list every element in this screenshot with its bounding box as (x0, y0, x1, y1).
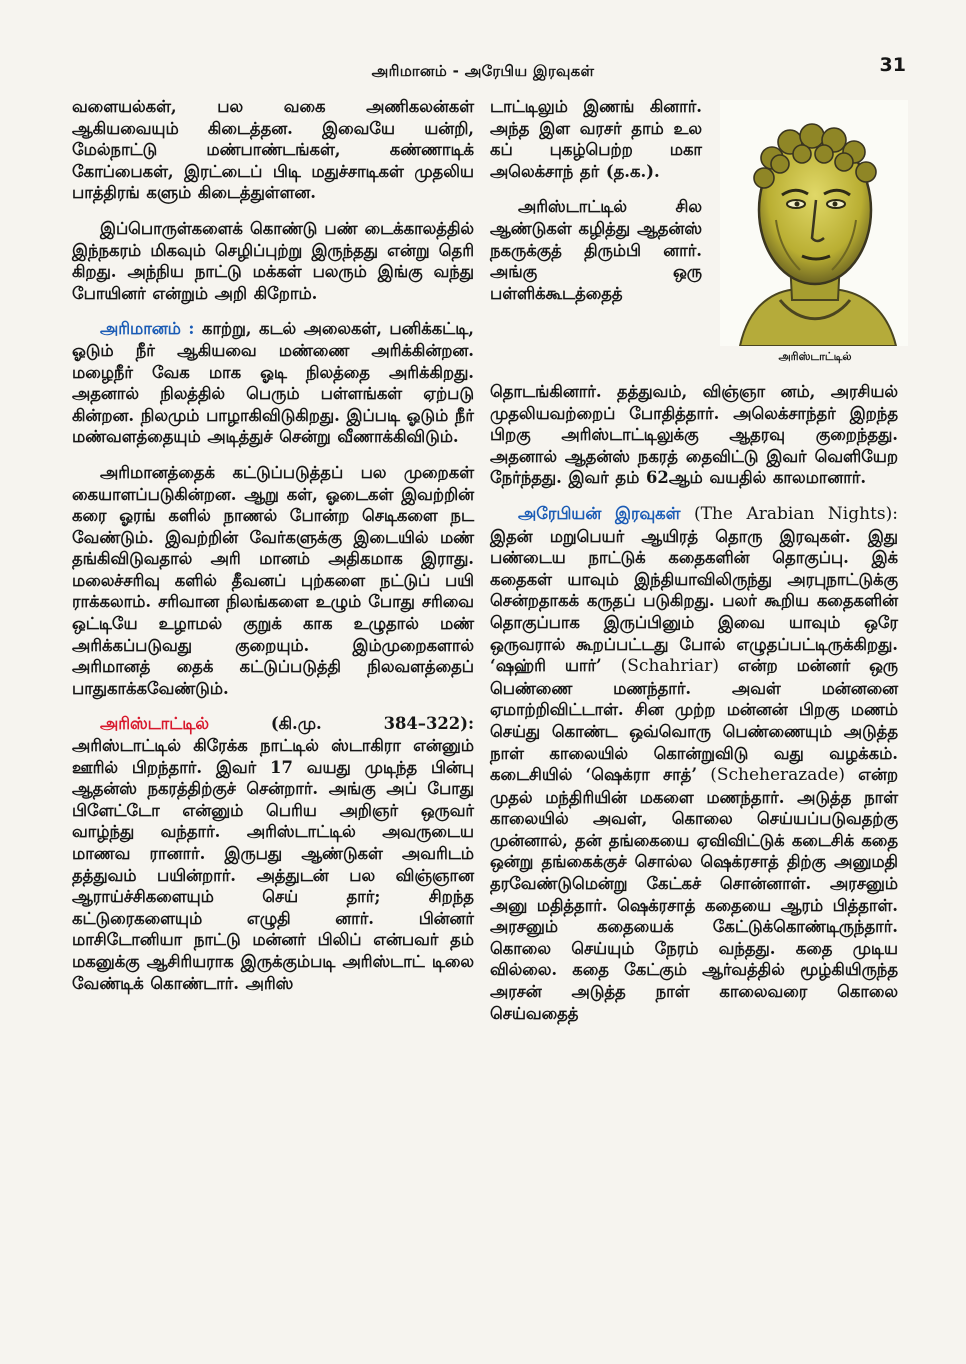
entry-arabian-nights (490, 503, 898, 1024)
paragraph: அரிமானத்தைக் கட்டுப்படுத்தப் பல முறைகள் கையாளப்படுகின்றன. ஆறு கள், ஓடைகள் இவற்றின் கரை ஓரங் களில் நாணல் போன்ற செடிகளை நட வேண்டும். இவற்றின் வேர்களுக்கு இடையில் மண் தங்கிவிடுவதால் அரி மானம் அதிகமாக இராது. மலைச்சரிவு களில் தீவனப் புற்களை நட்டுப் பயி ராக்கலாம். சரிவான நிலங்களை உழும் போது சரிவை ஒட்டியே உழாமல் குறுக் காக உழுதால் மண் அரிக்கப்படுவது குறையும். இம்முறைகளால் அரிமானத் தைக் கட்டுப்படுத்தி நிலவளத்தைப் பாதுகாக்கவேண்டும். (72, 462, 474, 698)
paragraph: வளையல்கள், பல வகை அணிகலன்கள் ஆகியவையும் கிடைத்தன. இவையே யன்றி, மேல்நாட்டு மண்பாண்டங்கள், கண்ணாடிக் கோப்பைகள், இரட்டைப் பிடி மதுச்சாடிகள் முதலிய பாத்திரங் களும் கிடைத்துள்ளன. (72, 97, 474, 203)
entry-text: காற்று, கடல் அலைகள், பனிக்கட்டி, ஓடும் நீர் ஆகியவை மண்ணை அரிக்கின்றன. மழைநீர் வேக மாக ஓடி நிலத்தை அரிக்கிறது. அதனால் நிலத்தில் பெரும் பள்ளங்கள் ஏற்படு கின்றன. நிலமும் பாழாகிவிடுகிறது. இப்படி ஓடும் நீர் மண்வளத்தையும் அடித்துச் சென்று வீணாக்கிவிடும். (72, 319, 474, 447)
english-title: (The Arabian Nights): (680, 503, 898, 524)
entry-aristotle (72, 713, 474, 994)
headword-arabian-nights: அரேபியன் இரவுகள் (518, 503, 681, 523)
running-head: அரிமானம் - அரேபிய இரவுகள் (371, 62, 595, 80)
entry-text: என்ற மன்னர் ஒரு பெண்ணை மணந்தார். அவள் மன்னனை ஏமாற்றிவிட்டாள். சின முற்ற மன்னன் பிறகு மணம் செய்து கொண்ட ஒவ்வொரு பெண்ணையும் அடுத்த நாள் காலையில் கொன்றுவிடு வது வழக்கம். கடைசியில் ‘ஷெக்ரா சாத்’ (490, 656, 898, 785)
left-column (72, 96, 474, 1008)
figure-caption: அரிஸ்டாட்டில் (778, 350, 852, 363)
page-number: 31 (879, 54, 906, 76)
headword-arimanam: அரிமானம் : (100, 319, 195, 339)
right-column (490, 381, 898, 1038)
right-column-top (490, 96, 702, 304)
english-name-schahriar: (Schahriar) (620, 656, 719, 677)
entry-arimanam (72, 318, 474, 448)
portrait-image (720, 100, 908, 346)
english-name-scheherazade: (Scheherazade) (710, 765, 845, 786)
paragraph: டாட்டிலும் இணங் கினார். அந்த இள வரசர் தாம் உல கப் புகழ்பெற்ற மகா அலெக்சாந் தர் (த.க.). (490, 97, 702, 181)
headword-aristotle: அரிஸ்டாட்டில் (100, 714, 209, 734)
entry-text: என்ற முதல் மந்திரியின் மகளை மணந்தார். அடுத்த நாள் காலையில் அவள், கொலை செய்யப்படுவதற்கு முன்னால், தன் தங்கையை ஏவிவிட்டுக் கடைசிக் கதை ஒன்று தங்கைக்குச் சொல்ல ஷெக்ரசாத் திற்கு அனுமதி தரவேண்டுமென்று கேட்கச் சொன்னாள். அரசனும் அனு மதித்தார். ஷெக்ரசாத் கதையை ஆரம் பித்தாள். அரசனும் கதையைக் கேட்டுக்கொண்டிருந்தார். கொலை செய்யும் நேரம் வந்தது. கதை முடிய வில்லை. கதை கேட்கும் ஆர்வத்தில் மூழ்கியிருந்த அரசன் அடுத்த நாள் காலைவரை கொலை செய்வதைத் (490, 765, 898, 1023)
entry-text: இதன் மறுபெயர் ஆயிரத் தொரு இரவுகள். இது பண்டைய நாட்டுக் கதைகளின் தொகுப்பு. இக் கதைகள் யாவும் இந்தியாவிலிருந்து அரபுநாட்டுக்கு சென்றதாகக் கருதப் படுகிறது. பலர் கூறிய கதைகளின் தொகுப்பாக இருப்பினும் இவை யாவும் ஒரே ஒருவரால் கூறப்பட்டது போல் எழுதப்பட்டிருக்கிறது. ‘ஷஹ்ரி யார்’ (490, 526, 898, 676)
aristotle-portrait-icon (720, 100, 908, 346)
entry-dates: (கி.மு. 384–322): (208, 714, 474, 734)
entry-text: அரிஸ்டாட்டில் கிரேக்க நாட்டில் ஸ்டாகிரா என்னும் ஊரில் பிறந்தார். இவர் 17 வயது முடிந்த பின்பு ஆதன்ஸ் நகரத்திற்குச் சென்றார். அங்கு அப் போது பிளேட்டோ என்னும் பெரிய அறிஞர் ஒருவர் வாழ்ந்து வந்தார். அரிஸ்டாட்டில் அவருடைய மாணவ ரானார். இருபது ஆண்டுகள் அவரிடம் தத்துவம் பயின்றார். அத்துடன் பல விஞ்ஞான ஆராய்ச்சிகளையும் செய் தார்; சிறந்த கட்டுரைகளையும் எழுதி னார். பின்னர் மாசிடோனியா நாட்டு மன்னர் பிலிப் என்பவர் தம் மகனுக்கு ஆசிரியராக இருக்கும்படி அரிஸ்டாட் டிலை வேண்டிக் கொண்டார். அரிஸ் (72, 736, 474, 993)
paragraph: அரிஸ்டாட்டில் சில ஆண்டுகள் கழித்து ஆதன்ஸ் நகருக்குத் திரும்பி னார். அங்கு ஒரு பள்ளிக்கூடத்தைத் (490, 197, 702, 303)
paragraph: தொடங்கினார். தத்துவம், விஞ்ஞா னம், அரசியல் முதலியவற்றைப் போதித்தார். அலெக்சாந்தர் இறந்த பிறகு அரிஸ்டாட்டிலுக்கு ஆதரவு குறைந்தது. அதனால் ஆதன்ஸ் நகரத் தைவிட்டு இவர் வெளியேற நேர்ந்தது. இவர் தம் 62ஆம் வயதில் காலமானார். (490, 382, 898, 488)
paragraph: இப்பொருள்களைக் கொண்டு பண் டைக்காலத்தில் இந்நகரம் மிகவும் செழிப்புற்று இருந்தது என்று தெரி கிறது. அந்நிய நாட்டு மக்கள் பலரும் இங்கு வந்து போயினர் என்றும் அறி கிறோம். (72, 218, 474, 303)
